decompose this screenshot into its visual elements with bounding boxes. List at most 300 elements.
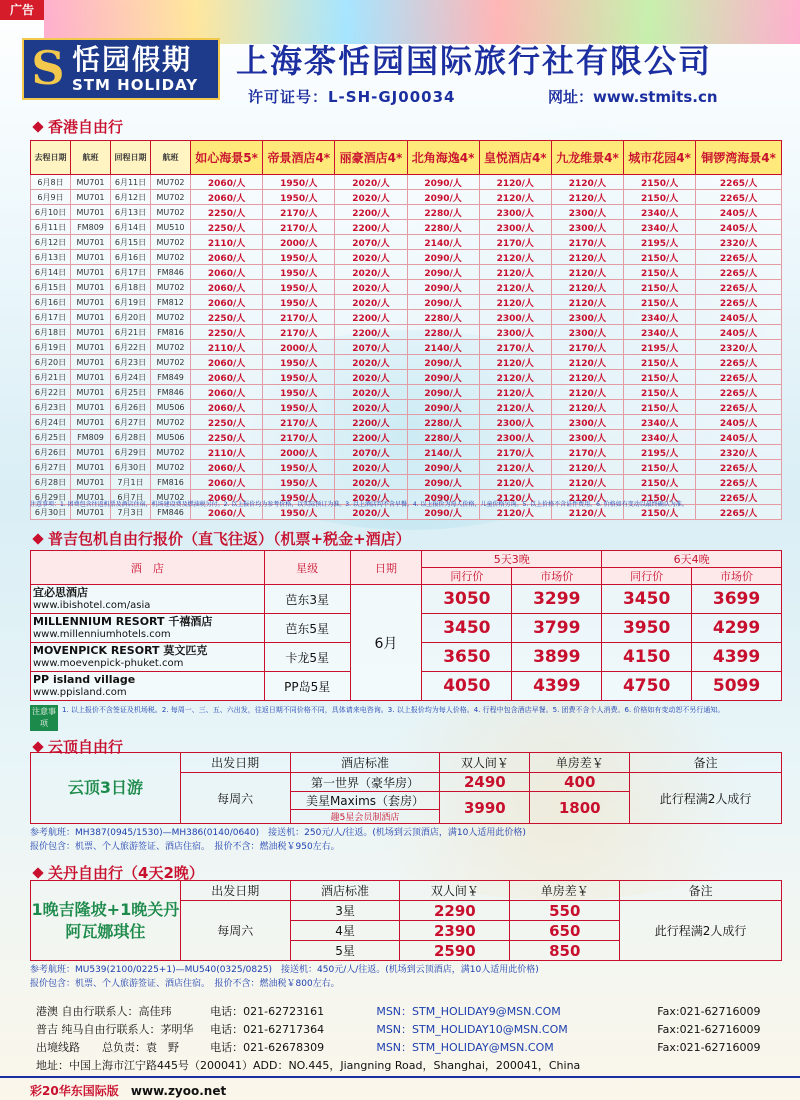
hk-return-date: 6月28日 (111, 430, 151, 445)
hk-table-row (31, 250, 782, 265)
hk-price: 2320/人 (696, 235, 782, 250)
guan-single: 550 (510, 901, 620, 921)
hk-price: 2060/人 (191, 280, 263, 295)
hk-flight: MU701 (71, 385, 111, 400)
website[interactable]: 网址：www.stmits.cn (548, 88, 718, 106)
hk-flight: FM849 (151, 370, 191, 385)
genting-price-table (30, 752, 782, 824)
hk-flight: MU702 (151, 280, 191, 295)
hk-price: 2120/人 (551, 505, 623, 520)
hk-price: 2265/人 (696, 370, 782, 385)
contact-label: 出境线路 总负责：袁 野 (36, 1041, 179, 1054)
logo-mark-icon: S (31, 41, 65, 95)
hk-price: 2120/人 (551, 250, 623, 265)
hk-price: 2120/人 (551, 475, 623, 490)
hk-price: 2120/人 (479, 400, 551, 415)
hk-price: 2200/人 (335, 310, 407, 325)
hk-return-date: 6月7日 (111, 490, 151, 505)
hk-section-title (34, 116, 123, 137)
hk-price: 2020/人 (335, 475, 407, 490)
phuket-col-peer: 同行价 (602, 568, 692, 585)
phuket-month: 6月 (350, 585, 422, 701)
diamond-icon (32, 533, 43, 544)
hk-table-row (31, 445, 782, 460)
hk-depart-date: 6月29日 (31, 490, 71, 505)
hk-price: 2300/人 (479, 430, 551, 445)
hk-price: 2060/人 (191, 250, 263, 265)
hk-price: 2280/人 (407, 430, 479, 445)
hk-table-row (31, 370, 782, 385)
hk-price: 2265/人 (696, 175, 782, 190)
price: 3299 (512, 585, 602, 614)
price: 4150 (602, 643, 692, 672)
guan-double: 2590 (400, 941, 510, 961)
hk-flight: MU701 (71, 445, 111, 460)
license-number: 许可证号：L-SH-GJ00034 (248, 88, 456, 106)
hk-price: 2110/人 (191, 445, 263, 460)
hk-price: 2120/人 (551, 490, 623, 505)
phuket-col-6d: 6天4晚 (602, 551, 782, 568)
hk-depart-date: 6月26日 (31, 445, 71, 460)
hk-price: 2060/人 (191, 190, 263, 205)
hk-price: 2020/人 (335, 280, 407, 295)
phuket-hotel (31, 672, 265, 701)
hk-flight: MU702 (151, 490, 191, 505)
hk-flight: FM809 (71, 220, 111, 235)
hk-price: 2405/人 (696, 415, 782, 430)
hk-price: 2150/人 (624, 370, 696, 385)
hk-price: 2265/人 (696, 355, 782, 370)
price: 4399 (512, 672, 602, 701)
hk-flight: MU701 (71, 325, 111, 340)
hk-price: 2340/人 (624, 220, 696, 235)
hk-price: 2300/人 (551, 415, 623, 430)
hk-return-date: 6月20日 (111, 310, 151, 325)
price: 5099 (692, 672, 782, 701)
hk-price: 1950/人 (263, 475, 335, 490)
phuket-note: 1. 以上报价不含签证及机场税。2. 每周一、三、五、六出发，往返日期不同价格不同，具体请来电咨询。3. 以上报价均为每人价格。4. 行程中包含酒店早餐。5. 团费不含个人消费。6. 价格如有变动恕不另行通知。 (62, 706, 725, 714)
hk-table-row (31, 280, 782, 295)
hk-flight: MU701 (71, 250, 111, 265)
hk-price: 2120/人 (479, 190, 551, 205)
hk-price: 2150/人 (624, 475, 696, 490)
guan-col-date: 出发日期 (180, 881, 290, 901)
hk-flight: MU702 (151, 190, 191, 205)
guan-col-hotel: 酒店标准 (290, 881, 400, 901)
genting-info (30, 826, 782, 854)
hk-flight: MU701 (71, 460, 111, 475)
guan-flight: 参考航班：MU539(2100/0225+1)—MU540(0325/0825) 接送机：450元/人/往返。(机场到云顶酒店，满10人适用此价格) (30, 965, 539, 975)
hk-flight: FM816 (151, 475, 191, 490)
hk-return-date: 6月13日 (111, 205, 151, 220)
guan-header-row (31, 881, 782, 901)
hk-price: 2265/人 (696, 190, 782, 205)
hk-flight: FM846 (151, 505, 191, 520)
price: 3699 (692, 585, 782, 614)
hk-flight: FM809 (71, 430, 111, 445)
hk-price: 2150/人 (624, 460, 696, 475)
contact-row (36, 1039, 776, 1057)
guan-title-cell (31, 881, 181, 961)
hk-price: 2120/人 (479, 355, 551, 370)
hk-price: 2060/人 (191, 475, 263, 490)
guan-single: 650 (510, 921, 620, 941)
hk-price: 1950/人 (263, 280, 335, 295)
hk-price: 2280/人 (407, 205, 479, 220)
hk-flight: FM816 (151, 325, 191, 340)
phuket-star: 芭东5星 (264, 614, 350, 643)
hk-price: 2280/人 (407, 415, 479, 430)
hk-price: 2020/人 (335, 385, 407, 400)
phuket-col-hotel: 酒 店 (31, 551, 265, 585)
hk-price: 2020/人 (335, 460, 407, 475)
hk-flight: MU701 (71, 205, 111, 220)
hk-table-body (31, 175, 782, 520)
hk-col-return: 回程日期 (111, 141, 151, 175)
hk-price: 2300/人 (551, 310, 623, 325)
hk-price: 2120/人 (551, 385, 623, 400)
phuket-hotel (31, 585, 265, 614)
hk-price: 2120/人 (479, 280, 551, 295)
hk-col-hotel: 铜锣湾海景4* (696, 141, 782, 175)
hk-price: 2120/人 (551, 400, 623, 415)
hk-table-row (31, 430, 782, 445)
hk-price: 2060/人 (191, 460, 263, 475)
hk-price: 2090/人 (407, 460, 479, 475)
hk-price: 1950/人 (263, 400, 335, 415)
hk-table-row (31, 355, 782, 370)
genting-header-row (31, 753, 782, 773)
hotel-url[interactable]: www.moevenpick-phuket.com (33, 657, 184, 669)
hk-flight: MU701 (71, 355, 111, 370)
hk-flight: MU702 (151, 445, 191, 460)
hk-price: 2300/人 (551, 220, 623, 235)
contact-label: 港澳 自由行联系人：高佳玮 (36, 1005, 172, 1018)
hk-price: 2060/人 (191, 370, 263, 385)
hk-col-hotel: 北角海逸4* (407, 141, 479, 175)
phuket-col-peer: 同行价 (422, 568, 512, 585)
hk-return-date: 6月17日 (111, 265, 151, 280)
hk-flight: MU702 (151, 460, 191, 475)
hk-price: 2120/人 (551, 355, 623, 370)
hk-price: 2090/人 (407, 265, 479, 280)
hk-return-date: 6月12日 (111, 190, 151, 205)
logo-cn: 恬园假期 (72, 43, 193, 76)
hk-flight: MU510 (151, 220, 191, 235)
genting-double: 2490 (440, 773, 530, 792)
hotel-url[interactable]: www.ppisland.com (33, 686, 127, 698)
hk-depart-date: 6月14日 (31, 265, 71, 280)
contact-msn[interactable]: MSN：STM_HOLIDAY@MSN.COM (376, 1041, 554, 1054)
hk-price: 2120/人 (479, 250, 551, 265)
hk-price: 2020/人 (335, 400, 407, 415)
hk-col-depart: 去程日期 (31, 141, 71, 175)
hk-price: 2265/人 (696, 280, 782, 295)
hk-price: 2150/人 (624, 400, 696, 415)
hk-price: 2300/人 (551, 430, 623, 445)
hk-flight: MU702 (151, 340, 191, 355)
hk-price: 2265/人 (696, 505, 782, 520)
footer-divider (0, 1076, 800, 1078)
hk-price: 2120/人 (479, 490, 551, 505)
footer-site[interactable]: www.zyoo.net (130, 1084, 227, 1098)
contact-label: 普吉 纯马自由行联系人：茅明华 (36, 1023, 194, 1036)
hk-flight: MU702 (151, 235, 191, 250)
hk-price: 2060/人 (191, 505, 263, 520)
hk-price: 2200/人 (335, 205, 407, 220)
hk-price: 2090/人 (407, 385, 479, 400)
hk-price: 1950/人 (263, 190, 335, 205)
hk-price: 2070/人 (335, 340, 407, 355)
phuket-hotel (31, 643, 265, 672)
hk-price: 2020/人 (335, 190, 407, 205)
price: 3799 (512, 614, 602, 643)
hk-return-date: 6月18日 (111, 280, 151, 295)
guan-col-remark: 备注 (620, 881, 782, 901)
guan-includes: 报价包含：机票、个人旅游签证、酒店住宿。 报价不含：燃油税￥800左右。 (30, 979, 340, 989)
phuket-col-star: 星级 (264, 551, 350, 585)
hk-price: 2170/人 (263, 415, 335, 430)
hk-return-date: 6月25日 (111, 385, 151, 400)
hk-price: 2020/人 (335, 355, 407, 370)
guan-double: 2390 (400, 921, 510, 941)
contact-row (36, 1003, 776, 1021)
hk-price: 2280/人 (407, 220, 479, 235)
guan-price-table (30, 880, 782, 961)
guan-hotel: 4星 (290, 921, 400, 941)
hotel-name: PP island village (33, 672, 136, 686)
hk-price: 2020/人 (335, 505, 407, 520)
hk-depart-date: 6月24日 (31, 415, 71, 430)
hk-price: 2060/人 (191, 265, 263, 280)
hk-col-flight: 航班 (151, 141, 191, 175)
hk-return-date: 6月16日 (111, 250, 151, 265)
contact-fax: Fax:021-62716009 (657, 1005, 761, 1018)
hk-depart-date: 6月10日 (31, 205, 71, 220)
guan-title: 1晚吉隆坡+1晚关丹阿瓦娜琪住 (31, 899, 180, 941)
address: 地址：中国上海市江宁路445号（200041）ADD：NO.445，Jiangning Road，Shanghai，200041，China (36, 1059, 581, 1072)
hk-price: 2150/人 (624, 190, 696, 205)
hk-price: 2120/人 (551, 280, 623, 295)
hk-flight: MU701 (71, 295, 111, 310)
hk-price: 2200/人 (335, 220, 407, 235)
genting-hotel: 美星Maxims（套房） (290, 792, 440, 810)
hk-flight: MU702 (151, 175, 191, 190)
diamond-icon (32, 121, 43, 132)
hk-price: 2170/人 (479, 445, 551, 460)
phuket-col-date: 日期 (350, 551, 422, 585)
phuket-col-5d: 5天3晚 (422, 551, 602, 568)
hk-table-row (31, 325, 782, 340)
hk-flight: MU701 (71, 505, 111, 520)
hk-flight: MU701 (71, 415, 111, 430)
hk-table-row (31, 475, 782, 490)
hk-price-table (30, 140, 782, 520)
guan-hotel: 5星 (290, 941, 400, 961)
hk-price: 2340/人 (624, 310, 696, 325)
hk-price: 2120/人 (479, 385, 551, 400)
hk-return-date: 7月1日 (111, 475, 151, 490)
hk-flight: MU701 (71, 235, 111, 250)
hk-price: 2140/人 (407, 235, 479, 250)
hk-flight: MU702 (151, 205, 191, 220)
hk-price: 2265/人 (696, 295, 782, 310)
hk-price: 2265/人 (696, 400, 782, 415)
page-label: 彩20华东国际版 (30, 1084, 119, 1098)
hk-price: 2120/人 (479, 460, 551, 475)
hk-price: 2110/人 (191, 235, 263, 250)
contact-row (36, 1021, 776, 1039)
hk-price: 2170/人 (479, 235, 551, 250)
hk-table-row (31, 235, 782, 250)
hk-return-date: 6月26日 (111, 400, 151, 415)
hk-flight: MU702 (151, 355, 191, 370)
hk-return-date: 6月19日 (111, 295, 151, 310)
price: 4299 (692, 614, 782, 643)
hk-price: 2120/人 (551, 460, 623, 475)
hotel-url[interactable]: www.millenniumhotels.com (33, 628, 171, 640)
hk-price: 2120/人 (479, 475, 551, 490)
hk-price: 2120/人 (479, 265, 551, 280)
hk-price: 2300/人 (551, 205, 623, 220)
hk-col-hotel: 九龙维景4* (551, 141, 623, 175)
hk-price: 2300/人 (479, 220, 551, 235)
hk-price: 2120/人 (479, 505, 551, 520)
hk-price: 1950/人 (263, 370, 335, 385)
phuket-row (31, 585, 782, 614)
contact-msn[interactable]: MSN：STM_HOLIDAY10@MSN.COM (376, 1023, 568, 1036)
hk-price: 2150/人 (624, 490, 696, 505)
hk-price: 2090/人 (407, 490, 479, 505)
phuket-star: 卡龙5星 (264, 643, 350, 672)
genting-col-double: 双人间￥ (440, 753, 530, 773)
hk-price: 2195/人 (624, 445, 696, 460)
hk-price: 2090/人 (407, 250, 479, 265)
hk-depart-date: 6月22日 (31, 385, 71, 400)
hk-price: 1950/人 (263, 385, 335, 400)
hk-flight: MU701 (71, 370, 111, 385)
hk-price: 2060/人 (191, 385, 263, 400)
hk-flight: MU701 (71, 310, 111, 325)
hk-price: 1950/人 (263, 460, 335, 475)
hk-price: 2170/人 (263, 430, 335, 445)
hk-price: 2150/人 (624, 250, 696, 265)
phuket-col-market: 市场价 (692, 568, 782, 585)
hk-header-row (31, 141, 782, 175)
hk-price: 2110/人 (191, 340, 263, 355)
hk-price: 2140/人 (407, 340, 479, 355)
hk-table-row (31, 205, 782, 220)
phuket-section-title (34, 528, 411, 549)
hk-price: 2140/人 (407, 445, 479, 460)
hk-price: 2170/人 (263, 310, 335, 325)
hk-flight: MU701 (71, 475, 111, 490)
hk-price: 2070/人 (335, 235, 407, 250)
hk-price: 2265/人 (696, 385, 782, 400)
hk-col-hotel: 帝景酒店4* (263, 141, 335, 175)
hk-depart-date: 6月28日 (31, 475, 71, 490)
hotel-url[interactable]: www.ibishotel.com/asia (33, 599, 151, 611)
hk-flight: FM846 (151, 385, 191, 400)
guan-hotel: 3星 (290, 901, 400, 921)
hk-depart-date: 6月16日 (31, 295, 71, 310)
hk-price: 2265/人 (696, 475, 782, 490)
diamond-icon (32, 741, 43, 752)
hk-table-row (31, 460, 782, 475)
hotel-name: 宜必思酒店 (33, 585, 88, 599)
hk-flight: FM812 (151, 295, 191, 310)
hk-price: 2070/人 (335, 445, 407, 460)
hk-price: 2090/人 (407, 190, 479, 205)
hk-flight: MU702 (151, 310, 191, 325)
hk-price: 2090/人 (407, 505, 479, 520)
hk-price: 2405/人 (696, 310, 782, 325)
price: 3450 (602, 585, 692, 614)
phuket-star: 芭东3星 (264, 585, 350, 614)
hk-price: 2000/人 (263, 235, 335, 250)
hk-price: 2300/人 (479, 415, 551, 430)
hk-depart-date: 6月20日 (31, 355, 71, 370)
hk-price: 2150/人 (624, 295, 696, 310)
ad-tag: 广告 (0, 0, 44, 20)
genting-col-hotel: 酒店标准 (290, 753, 440, 773)
contact-msn[interactable]: MSN：STM_HOLIDAY9@MSN.COM (376, 1005, 561, 1018)
hk-price: 2170/人 (263, 325, 335, 340)
hk-price: 2020/人 (335, 370, 407, 385)
hk-price: 2265/人 (696, 460, 782, 475)
hk-depart-date: 6月21日 (31, 370, 71, 385)
hotel-name: MOVENPICK RESORT 莫文匹克 (33, 643, 208, 657)
price: 3450 (422, 614, 512, 643)
price: 4050 (422, 672, 512, 701)
hk-col-hotel: 如心海景5* (191, 141, 263, 175)
hk-flight: MU506 (151, 430, 191, 445)
price: 4399 (692, 643, 782, 672)
hk-price: 2060/人 (191, 175, 263, 190)
hk-depart-date: 6月19日 (31, 340, 71, 355)
hk-return-date: 6月15日 (111, 235, 151, 250)
hk-price: 1950/人 (263, 355, 335, 370)
hk-price: 2090/人 (407, 400, 479, 415)
hk-price: 2405/人 (696, 220, 782, 235)
hk-table-row (31, 295, 782, 310)
hk-return-date: 6月14日 (111, 220, 151, 235)
hk-price: 2250/人 (191, 325, 263, 340)
hotel-name: MILLENNIUM RESORT 千禧酒店 (33, 614, 213, 628)
hk-depart-date: 6月15日 (31, 280, 71, 295)
genting-double: 3990 (440, 792, 530, 824)
hk-price: 2340/人 (624, 205, 696, 220)
genting-includes: 报价包含：机票、个人旅游签证、酒店住宿。 报价不含：燃油税￥950左右。 (30, 842, 340, 852)
hk-price: 2340/人 (624, 415, 696, 430)
hk-return-date: 6月23日 (111, 355, 151, 370)
hk-price: 2170/人 (551, 445, 623, 460)
price: 3950 (602, 614, 692, 643)
guan-remark: 此行程满2人成行 (620, 901, 782, 961)
hk-price: 2020/人 (335, 295, 407, 310)
hk-price: 2150/人 (624, 355, 696, 370)
hk-price: 2060/人 (191, 400, 263, 415)
hk-price: 2340/人 (624, 430, 696, 445)
hk-price: 2120/人 (551, 295, 623, 310)
hk-depart-date: 6月30日 (31, 505, 71, 520)
hk-price: 2250/人 (191, 220, 263, 235)
hk-flight: MU702 (151, 415, 191, 430)
price: 3899 (512, 643, 602, 672)
genting-remark: 此行程满2人成行 (630, 773, 782, 824)
hk-price: 2320/人 (696, 445, 782, 460)
logo-text (72, 44, 198, 94)
